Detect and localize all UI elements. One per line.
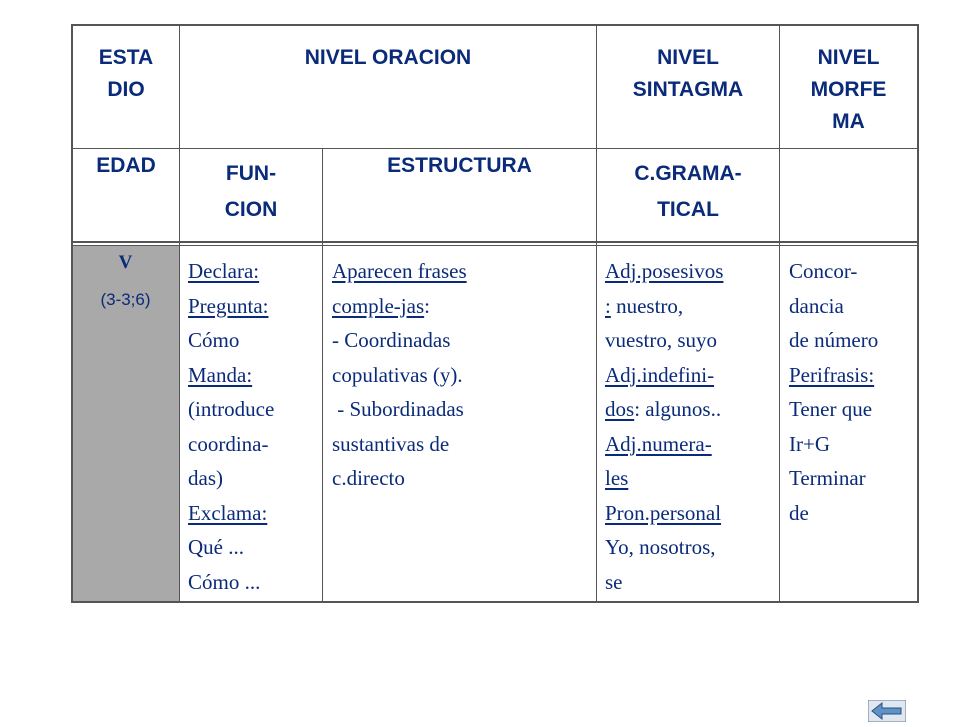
categoria-adj-posesivos: Adj.posesivos: [605, 259, 724, 283]
estructura-line: [332, 289, 467, 324]
morfema-line: Tener que: [789, 397, 873, 421]
funcion-line: Cómo ...: [188, 569, 261, 594]
estructura-line: - Coordinadas: [332, 328, 451, 352]
estructura-cell: [332, 254, 467, 496]
morfema-line: de número: [789, 328, 879, 352]
funcion-line: Qué ...: [188, 535, 244, 559]
estructura-line: copulativas (y).: [332, 362, 463, 387]
table-border-header-bottom: [72, 241, 919, 243]
morfema-line: dancia: [789, 293, 844, 318]
table-border-right: [917, 24, 919, 603]
funcion-cell: [188, 254, 274, 599]
header-nivel-oracion: NIVEL ORACION: [304, 46, 472, 69]
funcion-line: coordina-: [188, 431, 269, 456]
table-border-header-bottom-2: [72, 245, 919, 246]
categoria-line: vuestro, suyo: [605, 328, 717, 352]
header-funcion: FUN- CION: [224, 162, 278, 221]
morfema-line: Ir+G: [789, 431, 830, 456]
morfema-perifrasis: Perifrasis:: [789, 362, 875, 387]
header-estructura: ESTRUCTURA: [387, 154, 532, 177]
categoria-adj-indefinidos: Adj.indefini-: [605, 362, 715, 387]
header-nivel-sintagma: NIVEL SINTAGMA: [632, 46, 744, 101]
estructura-line: Aparecen frases: [332, 259, 467, 283]
header-edad: EDAD: [96, 154, 156, 177]
funcion-line: Cómo: [188, 328, 240, 352]
categoria-line: [605, 392, 723, 427]
estructura-line: sustantivas de: [332, 431, 450, 456]
col-divider-1: [179, 24, 180, 603]
morfema-line: Terminar: [789, 466, 866, 490]
morfema-line: de: [789, 500, 809, 525]
return-arrow-icon: [868, 700, 906, 722]
categoria-text: : algunos..: [634, 397, 722, 421]
categoria-pron-personal: Pron.personal: [605, 500, 722, 525]
header-nivel-morfema: NIVEL MORFE MA: [810, 46, 887, 133]
stage-age: (3-3;6): [100, 290, 151, 309]
funcion-line: (introduce: [188, 397, 275, 421]
funcion-line: das): [188, 466, 223, 490]
col-divider-3: [596, 24, 597, 603]
header-estadio: ESTA DIO: [98, 46, 154, 101]
funcion-manda: Manda:: [188, 362, 253, 387]
categoria-cell: [605, 254, 723, 599]
categoria-line: Yo, nosotros,: [605, 535, 716, 559]
categoria-colon: :: [605, 293, 611, 318]
estructura-colon: :: [424, 293, 430, 318]
categoria-les: les: [605, 466, 629, 490]
table-border-bottom: [72, 601, 919, 603]
table-border-top: [72, 24, 919, 26]
categoria-adj-numerales: Adj.numera-: [605, 431, 712, 456]
categoria-text: nuestro,: [610, 293, 684, 318]
morfema-line: Concor-: [789, 259, 858, 283]
table-border-left: [71, 24, 73, 603]
back-button[interactable]: [868, 700, 906, 722]
categoria-dos: dos: [605, 397, 635, 421]
morfema-cell: [789, 254, 878, 530]
header-c-gramatical: C.GRAMA- TICAL: [634, 162, 742, 221]
col-divider-2: [322, 148, 323, 603]
categoria-line: se: [605, 569, 623, 594]
funcion-declara: Declara:: [188, 259, 260, 283]
estructura-complejas: comple-jas: [332, 293, 425, 318]
funcion-pregunta: Pregunta:: [188, 293, 269, 318]
estructura-line: c.directo: [332, 466, 405, 490]
funcion-exclama: Exclama:: [188, 500, 268, 525]
estructura-line: - Subordinadas: [332, 397, 464, 421]
stage-label: V: [118, 252, 133, 273]
categoria-line: [605, 289, 723, 324]
table-border-row1: [72, 148, 919, 149]
